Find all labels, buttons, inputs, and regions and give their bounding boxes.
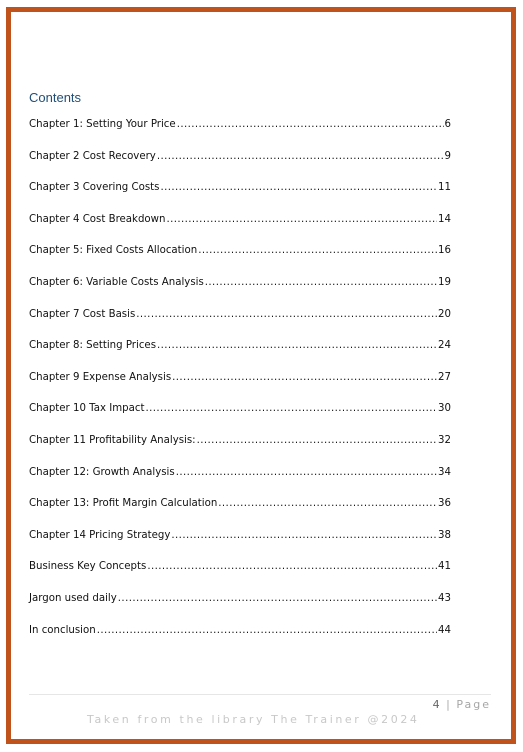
toc-entry-label[interactable]: Chapter 8: Setting Prices xyxy=(29,340,156,352)
toc-entry-label[interactable]: Chapter 14 Pricing Strategy xyxy=(29,529,171,541)
toc-entry-page[interactable]: 11 xyxy=(438,182,451,194)
toc-dot-leader xyxy=(177,119,444,130)
toc-dot-leader xyxy=(157,151,444,162)
toc-entry-page[interactable]: 30 xyxy=(438,403,451,415)
toc-heading: Contents xyxy=(29,90,82,105)
toc-dot-leader xyxy=(197,435,437,446)
toc-entry[interactable] xyxy=(29,151,451,183)
toc-entry[interactable] xyxy=(29,309,451,341)
toc-entry-page[interactable]: 6 xyxy=(444,119,451,130)
toc-dot-leader xyxy=(171,530,437,541)
footer-divider xyxy=(29,694,491,695)
table-of-contents xyxy=(29,119,451,656)
toc-entry-page[interactable]: 38 xyxy=(438,529,451,541)
toc-dot-leader xyxy=(145,403,437,414)
toc-entry-label[interactable]: Jargon used daily xyxy=(29,592,117,604)
toc-entry-label[interactable]: Chapter 10 Tax Impact xyxy=(29,403,145,415)
toc-entry[interactable] xyxy=(29,403,451,435)
toc-entry-page[interactable]: 9 xyxy=(444,150,451,162)
toc-dot-leader xyxy=(218,498,437,509)
toc-entry-label[interactable]: Chapter 5: Fixed Costs Allocation xyxy=(29,245,198,257)
toc-entry[interactable] xyxy=(29,245,451,277)
page-number-value: 4 xyxy=(432,698,442,711)
page-number xyxy=(433,698,491,711)
toc-dot-leader xyxy=(198,245,437,256)
toc-entry-label[interactable]: Chapter 13: Profit Margin Calculation xyxy=(29,498,218,510)
toc-entry[interactable] xyxy=(29,561,451,593)
toc-dot-leader xyxy=(176,467,437,478)
toc-entry-label[interactable]: Chapter 1: Setting Your Price xyxy=(29,119,176,130)
toc-entry[interactable] xyxy=(29,467,451,499)
toc-entry-label[interactable]: Chapter 12: Growth Analysis xyxy=(29,466,175,478)
toc-entry[interactable] xyxy=(29,530,451,562)
toc-dot-leader xyxy=(118,593,437,604)
toc-dot-leader xyxy=(157,340,437,351)
toc-entry[interactable] xyxy=(29,372,451,404)
toc-entry[interactable] xyxy=(29,182,451,214)
document-page xyxy=(6,7,516,744)
toc-entry-page[interactable]: 20 xyxy=(438,308,451,320)
toc-entry-page[interactable]: 41 xyxy=(438,561,451,573)
toc-entry[interactable] xyxy=(29,435,451,467)
toc-entry[interactable] xyxy=(29,214,451,246)
toc-entry[interactable] xyxy=(29,340,451,372)
toc-entry-page[interactable]: 24 xyxy=(438,340,451,352)
toc-entry-label[interactable]: Business Key Concepts xyxy=(29,561,147,573)
toc-dot-leader xyxy=(97,625,437,636)
page-number-word: Page xyxy=(456,698,491,711)
toc-entry-label[interactable]: In conclusion xyxy=(29,624,96,636)
toc-dot-leader xyxy=(172,372,437,383)
toc-entry[interactable] xyxy=(29,498,451,530)
toc-entry-page[interactable]: 14 xyxy=(438,213,451,225)
page-number-separator: | xyxy=(446,698,452,711)
toc-entry-label[interactable]: Chapter 7 Cost Basis xyxy=(29,308,136,320)
toc-entry[interactable] xyxy=(29,119,451,151)
toc-entry-page[interactable]: 34 xyxy=(438,466,451,478)
toc-entry-label[interactable]: Chapter 6: Variable Costs Analysis xyxy=(29,276,204,288)
toc-entry[interactable] xyxy=(29,625,451,657)
toc-entry-label[interactable]: Chapter 9 Expense Analysis xyxy=(29,371,172,383)
toc-entry-label[interactable]: Chapter 11 Profitability Analysis: xyxy=(29,434,196,446)
toc-entry-label[interactable]: Chapter 3 Covering Costs xyxy=(29,182,160,194)
footer-credit: Taken from the library The Trainer @2024 xyxy=(87,713,420,726)
toc-dot-leader xyxy=(147,561,437,572)
toc-dot-leader xyxy=(166,214,437,225)
toc-dot-leader xyxy=(160,182,437,193)
toc-entry-page[interactable]: 44 xyxy=(438,624,451,636)
toc-entry-label[interactable]: Chapter 4 Cost Breakdown xyxy=(29,213,166,225)
toc-entry-page[interactable]: 16 xyxy=(438,245,451,257)
toc-entry-page[interactable]: 43 xyxy=(438,592,451,604)
toc-dot-leader xyxy=(205,277,437,288)
toc-entry-page[interactable]: 32 xyxy=(438,434,451,446)
toc-entry-page[interactable]: 27 xyxy=(438,371,451,383)
toc-entry-page[interactable]: 19 xyxy=(438,276,451,288)
toc-entry-label[interactable]: Chapter 2 Cost Recovery xyxy=(29,150,156,162)
toc-entry[interactable] xyxy=(29,593,451,625)
toc-entry-page[interactable]: 36 xyxy=(438,498,451,510)
toc-entry[interactable] xyxy=(29,277,451,309)
toc-dot-leader xyxy=(136,309,437,320)
